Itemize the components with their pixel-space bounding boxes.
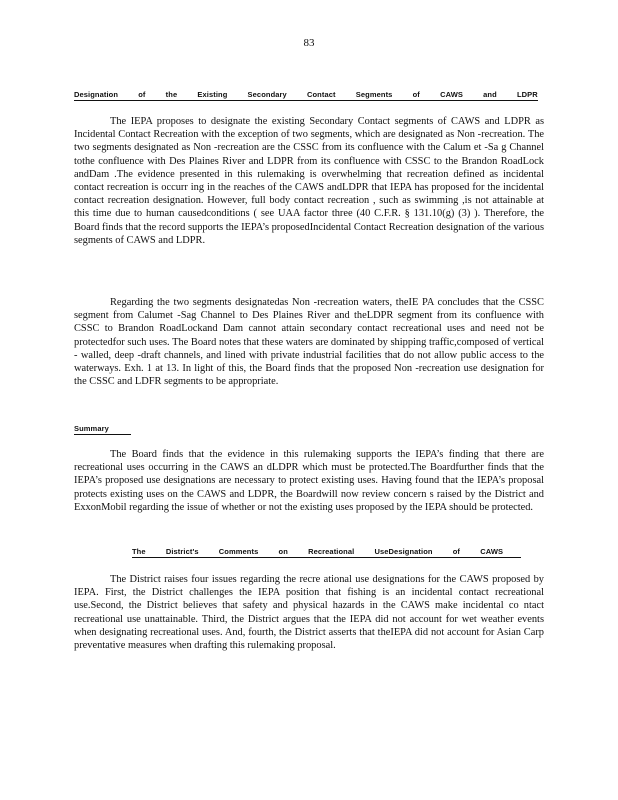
heading-text: Summary — [74, 424, 131, 435]
heading-text: The District's Comments on Recreational UseDesignation of CAWS — [132, 547, 521, 558]
paragraph-designation-2: Regarding the two segments designatedas Non -recreation waters, theIE PA concludes that the CSSC segment from Calumet -Sag Channel to Des Plaines River and theLDPR segment from its confluence with CSSC to Brandon RoadLockand Dam cannot attain secondary contact recreational uses and need not be protectedfor such uses. The Board notes that these waters are dominated by shipping traffic,composed of vertical - walled, deep -draft channels, and lined with private industrial facilities that do not allow public access to the waterways. Exh. 1 at 13. In light of this, the Board finds that the proposed Non -recreation use designation for the CSSC and LDFR segments to be appropriate. — [74, 297, 544, 388]
heading-text: Designation of the Existing Secondary Contact Segments of CAWS and LDPR — [74, 90, 538, 99]
page-number: 83 — [303, 37, 315, 49]
section-heading-summary — [74, 424, 131, 433]
section-heading-district-comments — [132, 547, 521, 556]
paragraph-district-comments: The District raises four issues regarding the recre ational use designations for the CAWS proposed by IEPA. First, the District challenges the IEPA position that fishing is an incidental contact recreational use.Second, the District believes that safety and physical hazards in the CAWS make incidental co ntact recreational use unattainable. Third, the District argues that the IEPA did not account for wet weather events when designating recreational uses. And, fourth, the District asserts that theIEPA did not account for Asian Carp preventative measures when drafting this rulemaking proposal. — [74, 574, 544, 652]
section-heading-designation — [74, 90, 538, 99]
paragraph-summary: The Board finds that the evidence in this rulemaking supports the IEPA’s finding that there are recreational uses occurring in the CAWS an dLDPR which must be protected.The Boardfurther finds that the IEPA’s proposed use designations are necessary to protect existing uses. Having found that the IEPA’s proposal protects existing uses on the CAWS and LDPR, the Boardwill now review concern s raised by the District and ExxonMobil regarding the issue of whether or not the existing uses proposed by the IEPA should be protected. — [74, 449, 544, 513]
paragraph-designation-1: The IEPA proposes to designate the existing Secondary Contact segments of CAWS and LDPR as Incidental Contact Recreation with the exception of two segments, which are designated as Non -recreation. The two segments designated as Non -recreation are the CSSC from its confluence with the Calum et -Sa g Channel tothe confluence with Des Plaines River and LDPR from its confluence with CSSC to the Brandon RoadLock andDam .The evidence presented in this rulemaking is overwhelming that recreation defined as incidental contact recreation is occurr ing in the reaches of the CAWS andLDPR that IEPA has proposed for the incidental contact recreation designation. However, full body contact recreation , such as swimming ,is not attainable at this time due to human causedconditions ( see UAA factor three (40 C.F.R. § 131.10(g) (3) ). Therefore, the Board finds that the record supports the IEPA’s proposedIncidental Contact Recreation designation of the various segments of CAWS and LDPR. — [74, 116, 544, 246]
